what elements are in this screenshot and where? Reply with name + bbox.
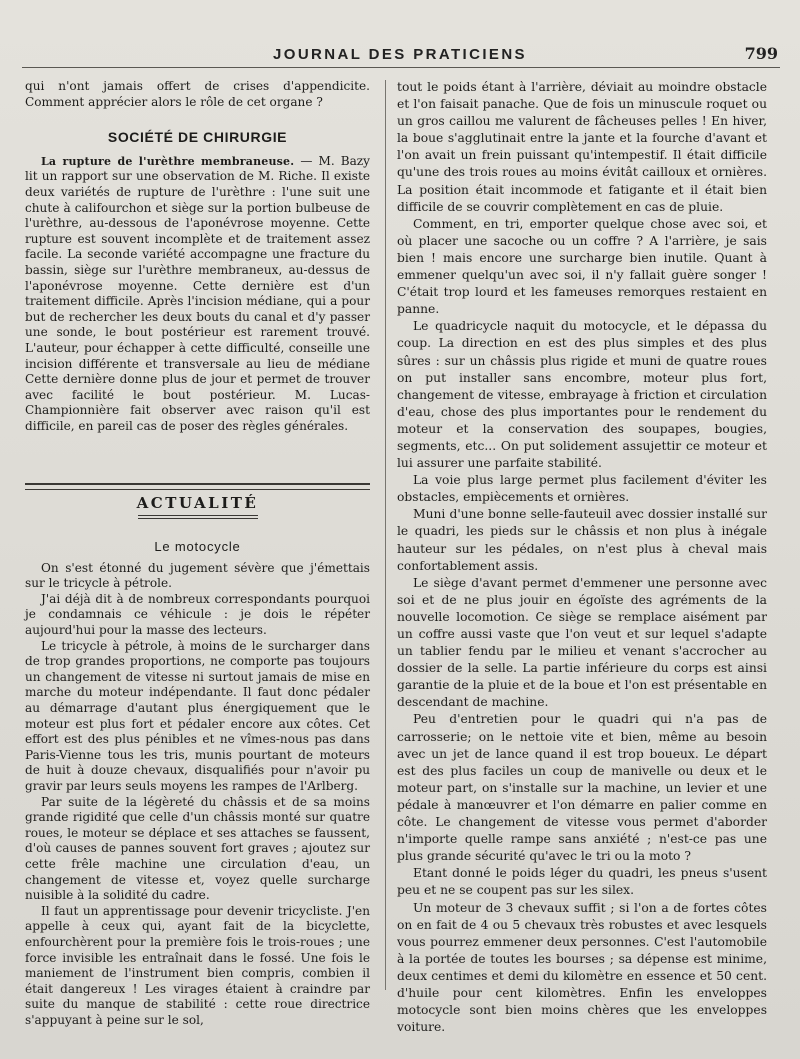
societe-heading: SOCIÉTÉ DE CHIRURGIE [107, 129, 288, 146]
societe-runin-title: La rupture de l'urèthre membraneuse. [41, 154, 295, 168]
article-paragraph: Comment, en tri, emporter quelque chose avec soi, et où placer une sacoche ou un coffre ? A l'arrière, je sais bien ! mais encore une surcharge bien inutile. Quant à emmener quelqu'un avec soi, il n'y fallait guère songer ! C'était trop lourd et les fameuses remorques restaient en panne. [397, 216, 767, 317]
actualite-heading: ACTUALITÉ [136, 494, 259, 513]
article-paragraph: Muni d'une bonne selle-fauteuil avec dossier installé sur le quadri, les pieds sur le châssis et non plus à inégale hauteur sur les pédales, on n'est plus à cheval mais confortablement assis. [397, 507, 767, 573]
section-spacer [25, 468, 370, 469]
actualite-underline [138, 515, 258, 519]
article-paragraph: Le quadricycle naquit du motocycle, et le dépassa du coup. La direction en est des plus simples et des plus sûres : sur un châssis plus rigide et muni de quatre roues on put installer sans encombre, moteur plus fort, changement de vitesse, embrayage à friction et circulation d'eau, chose des plus importantes pour le rendement du moteur et la conservation des soupapes, bougies, segments, etc... On put solidement assujettir ce moteur et lui assurer une parfaite stabilité. [397, 319, 767, 471]
left-column [25, 79, 370, 1028]
article-paragraph: Par suite de la légèreté du châssis et de sa moins grande rigidité que celle d'un châssis monté sur quatre roues, le moteur se déplace et ses attaches se faussent, d'où causes de pannes souvent fort graves ; ajoutez sur cette frêle machine une circulation d'eau, un changement de vitesse et, voyez quelle surcharge nuisible à la solidité du cadre. [25, 794, 370, 903]
article-paragraph: Un moteur de 3 chevaux suffit ; si l'on a de fortes côtes on en fait de 4 ou 5 chevaux très robustes et avec lesquels vous pourrez emmener deux personnes. C'est l'automobile à la portée de toutes les bourses ; sa dépense est minime, deux centimes et demi du kilomètre en essence et 50 cent. d'huile pour cent kilomètres. Enfin les enveloppes motocycle sont bien moins chères que les enveloppes voiture. [397, 900, 767, 1035]
journal-title: JOURNAL DES PRATICIENS [273, 46, 527, 63]
article-subheading: Le motocycle [154, 539, 241, 555]
societe-body: — M. Bazy lit un rapport sur une observation de M. Riche. Il existe deux variétés de rupture de l'urèthre : l'une suit une chute à califourchon et siège sur la portion bulbeuse de l'urèthre, au-dessous de l'aponévrose moyenne. Cette rupture est souvent incomplète et de traitement assez facile. La seconde variété accompagne une fracture du bassin, siège sur l'urèthre membraneux, au-dessus de l'aponévrose moyenne. Cette dernière est d'un traitement difficile. Après l'incision médiane, qui a pour but de rechercher les deux bouts du canal et d'y passer une sonde, le bout postérieur est rarement trouvé. L'auteur, pour échapper à cette difficulté, conseille une incision différente et transversale au lieu de médiane Cette dernière donne plus de jour et permet de trouver avec facilité le bout postérieur. M. Lucas-Championnière fait observer avec raison qu'il est difficile, en pareil cas de poser des règles générales. [25, 153, 371, 433]
article-paragraph: Peu d'entretien pour le quadri qui n'a pas de carrosserie; on le nettoie vite et bien, même au besoin avec un jet de lance quand il est trop boueux. Le départ est des plus faciles un coup de manivelle ou deux et le moteur part, on s'installe sur la machine, un levier et une pédale à manœuvrer et l'on démarre en palier comme en côte. Le changement de vitesse vous permet d'aborder n'importe quelle rampe sans anxiété ; n'est-ce pas une plus grande sécurité qu'avec le tri ou la moto ? [397, 712, 767, 864]
running-header [0, 38, 800, 68]
article-paragraph: Le tricycle à pétrole, à moins de le surcharger dans de trop grandes proportions, ne comporte pas toujours un changement de vitesse ni surtout jamais de mise en marche du moteur indépendante. Il faut donc pédaler au démarrage d'autant plus énergiquement que le moteur est plus fort et pédaler encore aux côtes. Cet effort est des plus pénibles et ne vîmes-nous pas dans Paris-Vienne tous les tris, munis pourtant de moteurs de huit à douze chevaux, disqualifiés pour n'avoir pu gravir par leurs seuls moyens les rampes de l'Arlberg. [25, 638, 370, 793]
article-paragraph: J'ai déjà dit à de nombreux correspondants pourquoi je condamnais ce véhicule : je dois le répéter aujourd'hui pour la masse des lecteurs. [25, 591, 370, 638]
article-paragraph: Il faut un apprentissage pour devenir tricycliste. J'en appelle à ceux qui, ayant fait de la bicyclette, enfourchèrent pour la première fois le trois-roues ; une force invisible les entraînait dans le fossé. Une fois le maniement de l'instrument bien compris, combien il était dangereux ! Les virages étaient à craindre par suite du manque de stabilité : cette roue directrice s'appuyant à peine sur le sol, [25, 903, 370, 1027]
article-paragraph: Etant donné le poids léger du quadri, les pneus s'usent peu et ne se coupent pas sur les silex. [397, 866, 767, 898]
page-number: 799 [744, 44, 778, 63]
article-paragraph: On s'est étonné du jugement sévère que j'émettais sur le tricycle à pétrole. [25, 560, 370, 591]
article-paragraph: tout le poids étant à l'arrière, déviait au moindre obstacle et l'on faisait panache. Que de fois un minuscule roquet ou un gros caillou me valurent de fâcheuses pelles ! En hiver, la boue s'agglutinait entre la jante et la fourche d'avant et l'on avait un frein puissant qu'intempestif. Il était difficile qu'une des trois roues au moins évitât cailloux et ornières. La position était incommode et fatigante et il était bien difficile de se couvrir complètement en cas de pluie. [397, 80, 767, 214]
header-rule [22, 67, 780, 68]
right-column [397, 79, 767, 1036]
article-paragraph: La voie plus large permet plus facilement d'éviter les obstacles, empiècements et ornières. [397, 473, 767, 505]
societe-paragraph [25, 154, 370, 435]
column-divider [385, 80, 386, 990]
intro-paragraph: qui n'ont jamais offert de crises d'appendicite. Comment apprécier alors le rôle de cet organe ? [25, 79, 370, 109]
actualite-top-rule [25, 483, 370, 490]
article-paragraph: Le siège d'avant permet d'emmener une personne avec soi et de ne plus jouir en égoïste des agréments de la nouvelle locomotion. Ce siège se remplace aisément par un coffre aussi vaste que l'on veut et sur lequel s'adapte un tablier fendu par le milieu et venant s'accrocher au dossier de la selle. La partie inférieure du corps est ainsi garantie de la pluie et de la boue et l'on est présentable en descendant de machine. [397, 575, 767, 710]
